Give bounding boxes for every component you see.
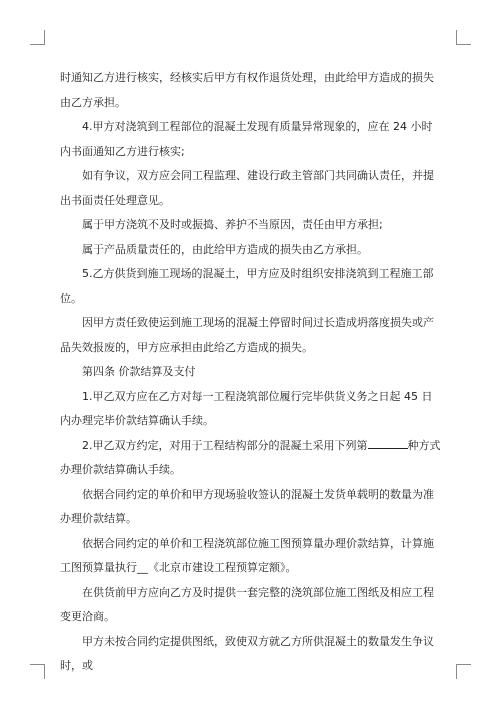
- crop-mark-top-left: [30, 30, 45, 45]
- crop-mark-top-right: [456, 30, 471, 45]
- paragraph-text-before-blank: 2.甲乙双方约定，对用于工程结构部分的混凝土采用下列第: [82, 438, 368, 452]
- paragraph: 依据合同约定的单价和甲方现场验收签认的混凝土发货单载明的数量为准办理价款结算。: [60, 487, 434, 525]
- paragraph: 依据合同约定的单价和工程浇筑部位施工图预算量办理价款结算，计算施工图预算量执行__《北京市建设工程预算定额》。: [60, 536, 434, 574]
- paragraph: 甲方未按合同约定提供图纸，致使双方就乙方所供混凝土的数量发生争议时，或: [60, 634, 434, 672]
- paragraph: 5.乙方供货到施工现场的混凝土，甲方应及时组织安排浇筑到工程施工部位。: [60, 267, 434, 305]
- paragraph: 如有争议，双方应会同工程监理、建设行政主管部门共同确认责任，并提出书面责任处理意见。: [60, 169, 434, 207]
- paragraph: 属于甲方浇筑不及时或振捣、养护不当原因，责任由甲方承担;: [82, 218, 383, 231]
- paragraph: 时通知乙方进行核实，经核实后甲方有权作退货处理，由此给甲方造成的损失由乙方承担。: [60, 71, 434, 109]
- fill-in-blank: [368, 438, 408, 449]
- paragraph: 4.甲方对浇筑到工程部位的混凝土发现有质量异常现象的，应在 24 小时内书面通知乙方进行核实;: [60, 120, 433, 158]
- crop-mark-bottom-left: [30, 664, 45, 679]
- paragraph-text-after-blank: 种方式办理价款结算确认手续。: [60, 438, 441, 476]
- crop-mark-bottom-right: [456, 664, 471, 679]
- section-heading: 第四条 价款结算及支付: [82, 365, 196, 378]
- paragraph-with-blank: [60, 434, 442, 483]
- document-body: [60, 66, 442, 679]
- paragraph: 属于产品质量责任的，由此给甲方造成的损失由乙方承担。: [82, 242, 368, 256]
- paragraph: 1.甲乙双方应在乙方对每一工程浇筑部位履行完毕供货义务之日起 45 日内办理完毕价款结算确认手续。: [60, 389, 433, 427]
- paragraph: 因甲方责任致使运到施工现场的混凝土停留时间过长造成坍落度损失或产品失效报废的，甲方应承担由此给乙方造成的损失。: [60, 316, 434, 354]
- paragraph: 在供货前甲方应向乙方及时提供一套完整的浇筑部位施工图纸及相应工程变更洽商。: [60, 585, 434, 623]
